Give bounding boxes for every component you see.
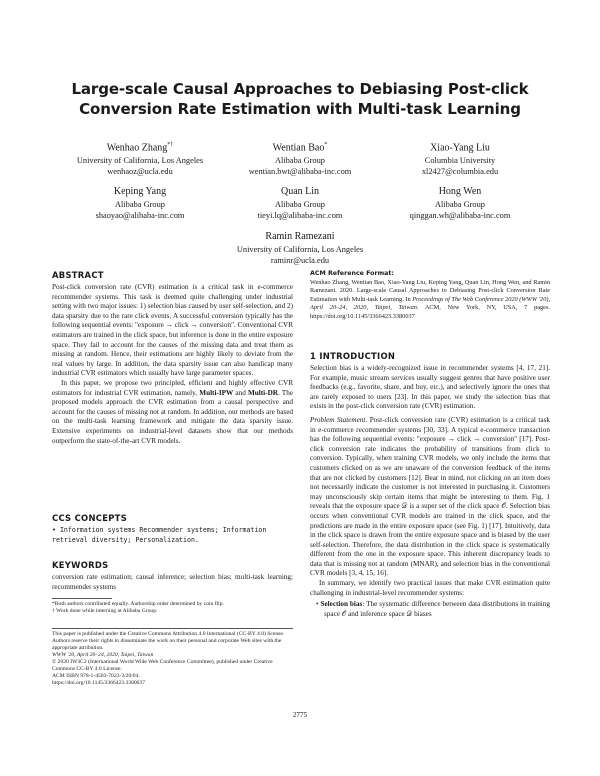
footnote: *Both authors contributed equally. Authorship order determined by coin flip. <box>52 601 224 607</box>
author-affiliation: Columbia University <box>424 156 496 166</box>
abstract-paragraph: Post-click conversion rate (CVR) estimation is a critical task in e-commerce recommender systems. This task is deemed quite challenging under industrial setting with two major issues: 1) selection bias caused by user self-selection, and 2) data sparsity due to the rare click events. A successful conversion typically has the following sequential events: "exposure → click → conversion". Conventional CVR estimators are trained in the click space, but inference is done in the entire exposure space. They fail to account for the causes of the missing data and treat them as missing at random. Hence, their estimations are highly likely to deviate from the real values by large. In addition, the data sparsity issue can also handicap many industrial CVR estimators which usually have large parameter spaces. <box>52 283 293 378</box>
keywords-heading: KEYWORDS <box>52 560 109 570</box>
intro-paragraph: Selection bias is a widely-recognized issue in recommender systems [4, 17, 21]. For example, music stream services usually suggest genres that have positive user feedbacks (e.g., favorite, share, and buy, etc.), and selectively ignore the ones that are rarely exposed to users [23]. In this paper, we study the selection bias that exists in the post-click conversion rate (CVR) estimation. <box>310 364 550 411</box>
problem-statement-label: Problem Statement. <box>310 415 368 424</box>
paper-title: Large-scale Causal Approaches to Debiasing Post-click Conversion Rate Estimation with Multi-task Learning <box>71 80 529 118</box>
page-number: 2775 <box>292 711 308 719</box>
acm-reference-heading: ACM Reference Format: <box>310 270 394 277</box>
introduction-heading: 1 INTRODUCTION <box>310 351 396 361</box>
acm-reference-text <box>310 279 550 322</box>
intro-paragraph <box>310 416 550 579</box>
author-name: Hong Wen <box>438 186 482 197</box>
author-email: xl2427@columbia.edu <box>421 167 499 177</box>
author-email: wentian.bwt@alibaba-inc.com <box>248 167 352 177</box>
bullet-item: • Selection bias: The systematic difference between data distributions in training space 𝒪 and inference space 𝒟 biases <box>316 600 550 618</box>
author-name: Wenhao Zhang <box>106 142 168 154</box>
footnotes <box>52 601 293 615</box>
intro-paragraph: In summary, we identify two practical issues that make CVR estimation quite challenging in industrial-level recommender systems: <box>310 579 550 597</box>
acm-reference <box>310 270 550 322</box>
conference-line: WWW '20, April 20–24, 2020, Taipei, Taiwan <box>52 652 154 658</box>
abstract-text: . The proposed models approach the CVR estimation from a causal perspective and account for the causes of missing not at random. In addition, our methods are based on the multi-task learning framework and mitigate the data sparsity issue. Extensive experiments on industrial-level datasets show that our methods outperform the state-of-the-art CVR models. <box>52 388 294 445</box>
author-block <box>205 231 395 266</box>
footnote: † Work done while interning at Alibaba Group. <box>52 608 158 614</box>
bullet-text: : The systematic difference between data distributions in training space 𝒪 and inference space 𝒟 biases <box>324 600 550 618</box>
author-email: raminr@ucla.edu <box>270 256 330 265</box>
introduction-body <box>310 364 550 619</box>
acm-reference-part: Wenhao Zhang, Wentian Bao, Xiao-Yang Liu, Keping Yang, Quan Lin, Hong Wen, and Ramin Ramezani. 2020. Large-scale Causal Approaches to Debiasing Post-click Conversion Rate Estimation with Multi-task Learning. In <box>310 278 550 303</box>
author-block <box>365 186 555 221</box>
author-block <box>365 139 555 177</box>
abstract-heading: ABSTRACT <box>52 270 104 280</box>
author-email: tieyi.lq@alibaba-inc.com <box>257 211 343 220</box>
abstract-paragraph <box>52 379 293 446</box>
abstract-text: In this paper, we propose two principled, efficient and highly effective CVR estimators for industrial CVR estimation, namely, <box>52 378 293 397</box>
author-name: Quan Lin <box>280 186 320 197</box>
isbn: ACM ISBN 978-1-4503-7023-3/20/04. <box>52 673 140 679</box>
bullet-label: Selection bias <box>320 600 363 609</box>
method-name: Multi-IPW <box>199 388 234 397</box>
doi-link[interactable]: https://doi.org/10.1145/3366423.3380037 <box>52 680 146 686</box>
author-affiliation: University of California, Los Angeles <box>236 245 364 254</box>
author-mark: * <box>324 142 328 148</box>
author-affiliation: Alibaba Group <box>434 200 485 209</box>
author-affiliation: University of California, Los Angeles <box>76 156 204 166</box>
ccs-concepts: • Information systems Recommender systems; Information retrieval diversity; Personalization. <box>52 526 267 544</box>
author-email: wenhaoz@ucla.edu <box>107 167 173 177</box>
author-affiliation: Alibaba Group <box>274 156 325 166</box>
author-name: Wentian Bao <box>272 142 325 154</box>
acm-reference-venue: Proceedings of The Web Conference 2020 (WWW '20), April 20–24, 2020, Taipei, Taiwan. <box>310 295 551 312</box>
author-name: Keping Yang <box>113 186 167 197</box>
intro-text: Post-click conversion rate (CVR) estimation is a critical task in e-commerce recommender systems [30, 33]. A typical e-commerce transaction has the following sequential events: "exposure → click → conversion" [17]. Post-click conversion rate indicates the probability of transitions from click to conversion. Typically, when training CVR models, we only include the items that customers clicked on as we are unaware of the conversion feedback of the items that are not clicked by customers [12]. Bear in mind, not clicking on an item does not necessarily indicate the customer is not interested in purchasing it. Customers may unconsciously skip certain items that might be interesting to them. Fig. 1 reveals that the exposure space 𝒟 is a super set of the click space 𝒪. Selection bias occurs when conventional CVR models are trained in the click space, and the predictions are made in the entire exposure space (see Fig. 1) [17]. Intuitively, data in the click space is drawn from the entire exposure space and is biased by the user self-selection. Therefore, the data distribution in the click space is systematically different from the one in the exposure space. This inherent discrepancy leads to data that is missing not at random (MNAR), and selection bias in the conventional CVR models [3, 4, 15, 16]. <box>310 415 550 578</box>
author-name: Ramin Ramezani <box>265 231 335 242</box>
acm-reference-part: ACM, New York, NY, USA, 7 pages. https://doi.org/10.1145/3366423.3380037 <box>310 304 550 320</box>
license-text: This paper is published under the Creative Commons Attribution 4.0 International (CC-BY 4.0) license. Authors reserve their rights to disseminate the work on their personal and corporate Web sites with the appropriate attribution. <box>52 631 285 651</box>
author-name: Xiao-Yang Liu <box>430 142 490 154</box>
author-mark: *† <box>167 142 174 148</box>
method-name: Multi-DR <box>248 388 278 397</box>
copyright-text: © 2020 IW3C2 (International World Wide Web Conference Committee), published under Creative Commons CC-BY 4.0 License. <box>52 659 273 672</box>
author-email: qinggan.wh@alibaba-inc.com <box>409 211 511 220</box>
license-rule <box>52 628 293 629</box>
abstract-body <box>52 283 293 446</box>
ccs-heading: CCS CONCEPTS <box>52 513 128 523</box>
author-affiliation: Alibaba Group <box>274 200 325 209</box>
author-affiliation: Alibaba Group <box>114 200 165 209</box>
license-block <box>52 631 293 687</box>
footnote-rule <box>52 598 112 599</box>
keywords: conversion rate estimation; causal inference; selection bias; multi-task learning; recommender systems <box>52 573 293 591</box>
author-email: shaoyao@alibaba-inc.com <box>95 211 185 220</box>
abstract-text: and <box>235 388 246 397</box>
